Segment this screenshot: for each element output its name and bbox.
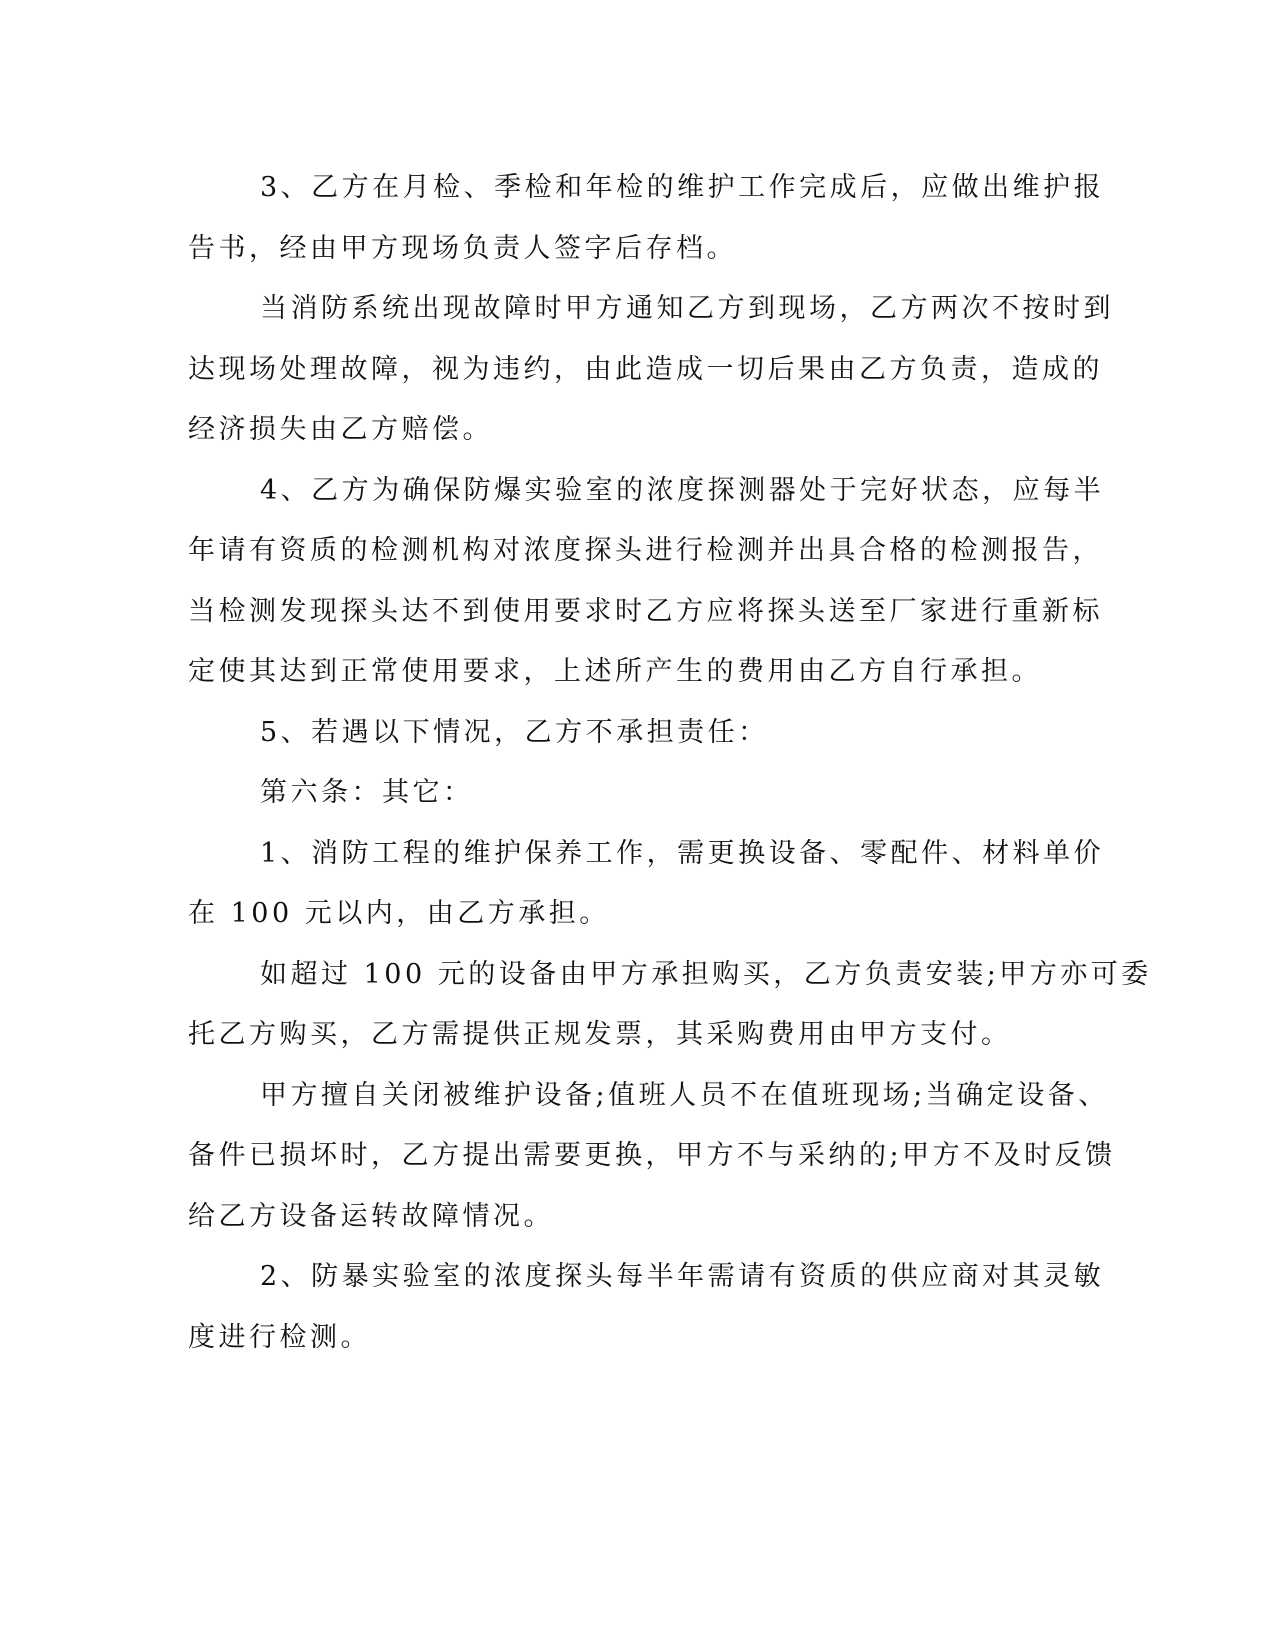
section-heading-article-6 — [188, 763, 1088, 824]
text-line: 第六条：其它： — [260, 777, 474, 808]
text-line: 1、消防工程的维护保养工作，需更换设备、零配件、材料单价 — [260, 837, 1105, 869]
text-line: 达现场处理故障，视为违约，由此造成一切后果由乙方负责，造成的 — [188, 353, 1103, 385]
text-line: 2、防暴实验室的浓度探头每半年需请有资质的供应商对其灵敏 — [260, 1261, 1105, 1292]
text-line: 备件已损坏时，乙方提出需要更换，甲方不与采纳的;甲方不及时反馈 — [188, 1140, 1116, 1171]
text-line: 3、乙方在月检、季检和年检的维护工作完成后，应做出维护报 — [260, 172, 1105, 203]
text-line: 年请有资质的检测机构对浓度探头进行检测并出具合格的检测报告， — [188, 535, 1103, 566]
text-line: 在 100 元以内，由乙方承担。 — [188, 898, 610, 929]
paragraph-clause-5 — [188, 703, 1088, 764]
document-body — [188, 158, 1152, 1368]
text-line: 如超过 100 元的设备由甲方承担购买，乙方负责安装;甲方亦可委 — [260, 958, 1152, 990]
paragraph-exemptions — [188, 1066, 1116, 1248]
text-line: 度进行检测。 — [188, 1321, 371, 1353]
text-line: 定使其达到正常使用要求，上述所产生的费用由乙方自行承担。 — [188, 656, 1042, 687]
text-line: 4、乙方为确保防爆实验室的浓度探测器处于完好状态，应每半 — [260, 474, 1105, 506]
paragraph-fault-response — [188, 279, 1114, 461]
paragraph-article-6-item-1 — [188, 824, 1105, 945]
text-line: 当检测发现探头达不到使用要求时乙方应将探头送至厂家进行重新标 — [188, 595, 1103, 627]
text-line: 托乙方购买，乙方需提供正规发票，其采购费用由甲方支付。 — [188, 1019, 1012, 1050]
paragraph-clause-3 — [188, 158, 1105, 279]
text-line: 给乙方设备运转故障情况。 — [188, 1200, 554, 1232]
text-line: 当消防系统出现故障时甲方通知乙方到现场，乙方两次不按时到 — [260, 293, 1114, 324]
text-line: 经济损失由乙方赔偿。 — [188, 414, 493, 445]
text-line: 告书，经由甲方现场负责人签字后存档。 — [188, 232, 737, 264]
paragraph-over-100-yuan — [188, 945, 1152, 1066]
text-line: 5、若遇以下情况，乙方不承担责任： — [260, 716, 769, 748]
paragraph-article-6-item-2 — [188, 1247, 1105, 1368]
paragraph-clause-4 — [188, 461, 1105, 703]
text-line: 甲方擅自关闭被维护设备;值班人员不在值班现场;当确定设备、 — [260, 1079, 1109, 1111]
